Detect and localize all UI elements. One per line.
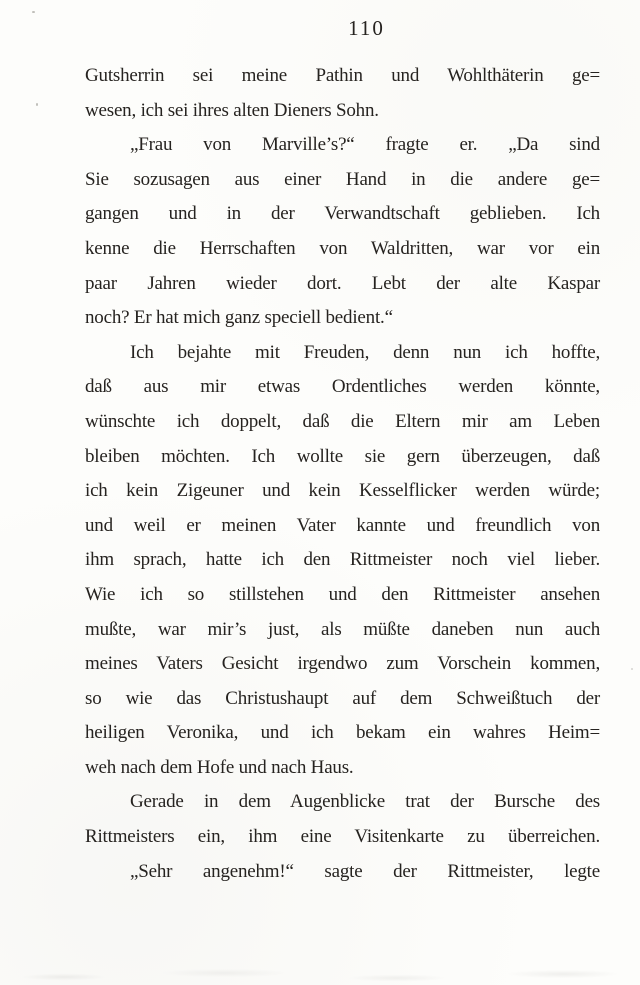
scan-noise-band (0, 965, 640, 985)
scan-speck (631, 668, 633, 670)
text-line: ich kein Zigeuner und kein Kesselflicker werden würde; (85, 480, 600, 502)
text-line: gangen und in der Verwandtschaft geblieben. Ich (85, 203, 600, 225)
text-line: daß aus mir etwas Ordentliches werden könnte, (85, 376, 600, 398)
text-line: Wie ich so stillstehen und den Rittmeister ansehen (85, 583, 600, 605)
text-line: so wie das Christushaupt auf dem Schweißtuch der (85, 687, 600, 709)
text-line: weh nach dem Hofe und nach Haus. (85, 756, 354, 778)
text-line: kenne die Herrschaften von Waldritten, war vor ein (85, 237, 600, 259)
page-number: 110 (348, 16, 385, 40)
scan-speck (36, 103, 38, 106)
text-line: Rittmeisters ein, ihm eine Visitenkarte zu überreichen. (85, 826, 600, 848)
text-line: „Frau von Marville’s?“ fragte er. „Da sind (130, 134, 600, 156)
text-line: meines Vaters Gesicht irgendwo zum Vorschein kommen, (85, 653, 600, 675)
text-line: paar Jahren wieder dort. Lebt der alte Kaspar (85, 272, 600, 294)
text-block (85, 59, 600, 889)
text-line: noch? Er hat mich ganz speciell bedient.“ (85, 307, 393, 329)
text-line: bleiben möchten. Ich wollte sie gern überzeugen, daß (85, 445, 600, 467)
text-line: wesen, ich sei ihres alten Dieners Sohn. (85, 99, 379, 121)
text-line: ihm sprach, hatte ich den Rittmeister noch viel lieber. (85, 549, 600, 571)
text-line: „Sehr angenehm!“ sagte der Rittmeister, legte (130, 860, 600, 882)
text-line: Gutsherrin sei meine Pathin und Wohlthäterin ge= (85, 65, 600, 86)
text-line: Ich bejahte mit Freuden, denn nun ich hoffte, (130, 341, 600, 363)
text-line: wünschte ich doppelt, daß die Eltern mir am Leben (85, 410, 600, 432)
text-line: und weil er meinen Vater kannte und freundlich von (85, 514, 600, 536)
scan-speck (32, 11, 35, 13)
text-line: Gerade in dem Augenblicke trat der Bursche des (130, 791, 600, 813)
text-line: heiligen Veronika, und ich bekam ein wahres Heim= (85, 722, 600, 744)
text-line: Sie sozusagen aus einer Hand in die andere ge= (85, 168, 600, 190)
text-line: mußte, war mir’s just, als müßte daneben nun auch (85, 618, 600, 640)
